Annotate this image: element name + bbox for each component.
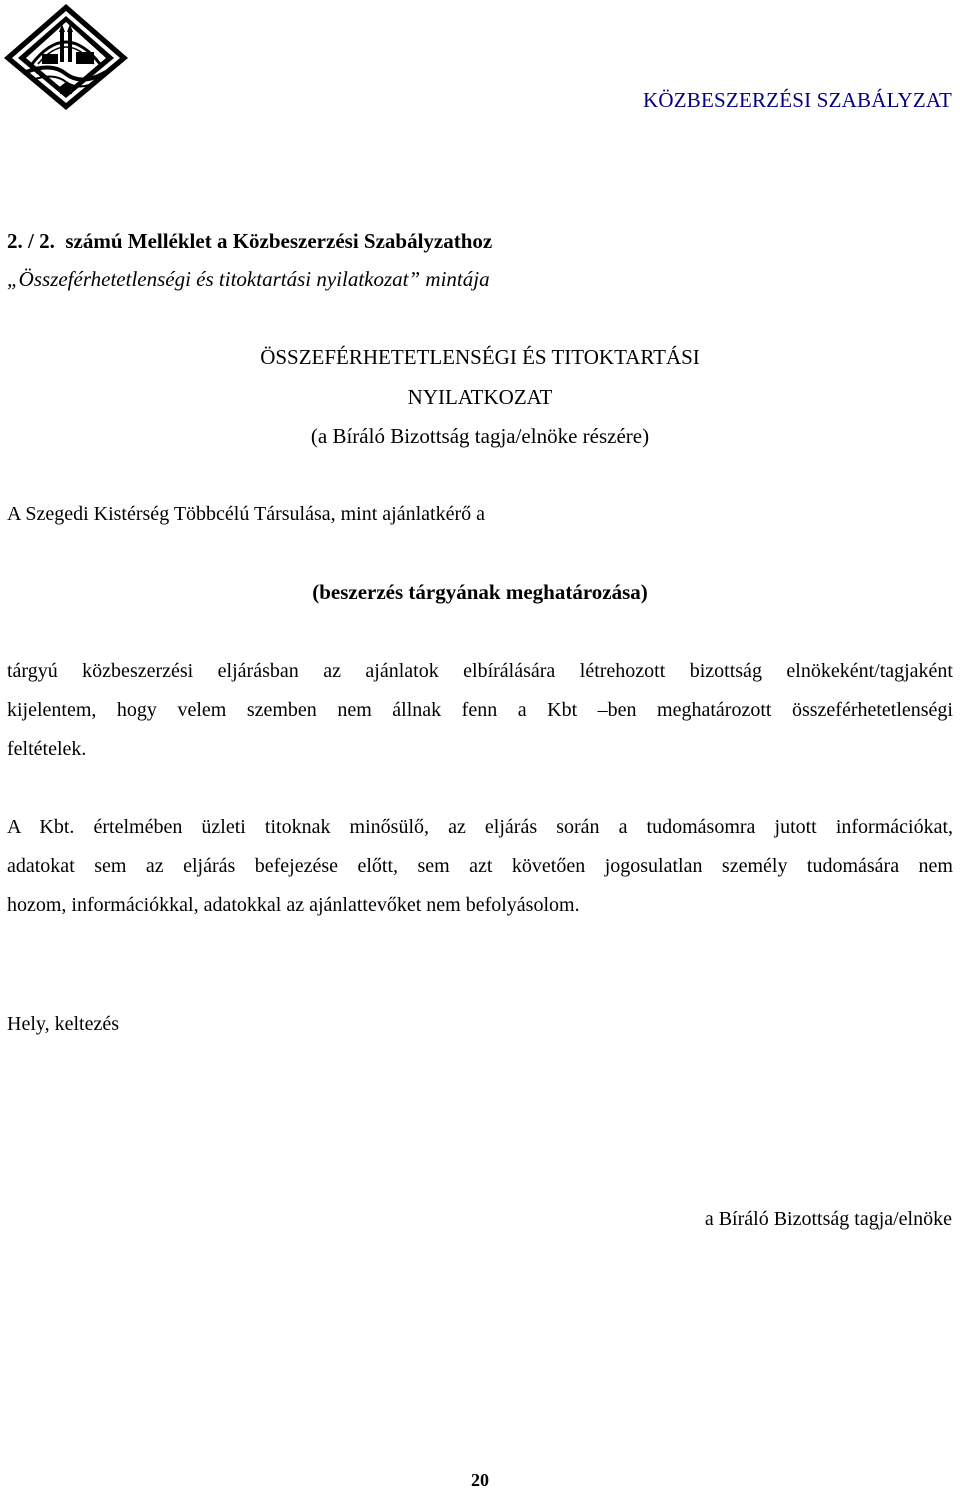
paragraph1-line1: tárgyú közbeszerzési eljárásban az ajánlatok elbírálására létrehozott bizottság elnökeként/tagjaként [7,660,953,682]
declaration-title-line1: ÖSSZEFÉRHETETLENSÉGI ÉS TITOKTARTÁSI [260,345,700,369]
signature-label: a Bíráló Bizottság tagja/elnöke [704,1208,952,1230]
procurement-subject-placeholder: (beszerzés tárgyának meghatározása) [312,580,648,604]
paragraph2-line1: A Kbt. értelmében üzleti titoknak minősülő, az eljárás során a tudomásomra jutott információkat, [7,816,953,838]
paragraph2-line3: hozom, információkkal, adatokkal az ajánlattevőket nem befolyásolom. [7,894,580,916]
paragraph1-line3: feltételek. [7,738,87,760]
annex-title: 2. / 2. számú Melléklet a Közbeszerzési Szabályzathoz [7,229,493,253]
annex-subtitle: „Összeférhetetlenségi és titoktartási nyilatkozat” mintája [7,267,490,291]
paragraph2-line2: adatokat sem az eljárás befejezése előtt, sem azt követően jogosulatlan személy tudomására nem [7,855,953,877]
document-header-title: KÖZBESZERZÉSI SZABÁLYZAT [643,88,952,112]
regional-association-emblem-icon [2,2,130,112]
declaration-intro: A Szegedi Kistérség Többcélú Társulása, mint ajánlatkérő a [7,503,486,525]
place-date-label: Hely, keltezés [7,1013,119,1035]
paragraph1-line2: kijelentem, hogy velem szemben nem állnak fenn a Kbt –ben meghatározott összeférhetetlenségi [7,699,953,721]
declaration-title-line3: (a Bíráló Bizottság tagja/elnöke részére) [310,424,650,448]
declaration-title-line2: NYILATKOZAT [407,385,553,409]
page-number: 20 [471,1470,489,1490]
